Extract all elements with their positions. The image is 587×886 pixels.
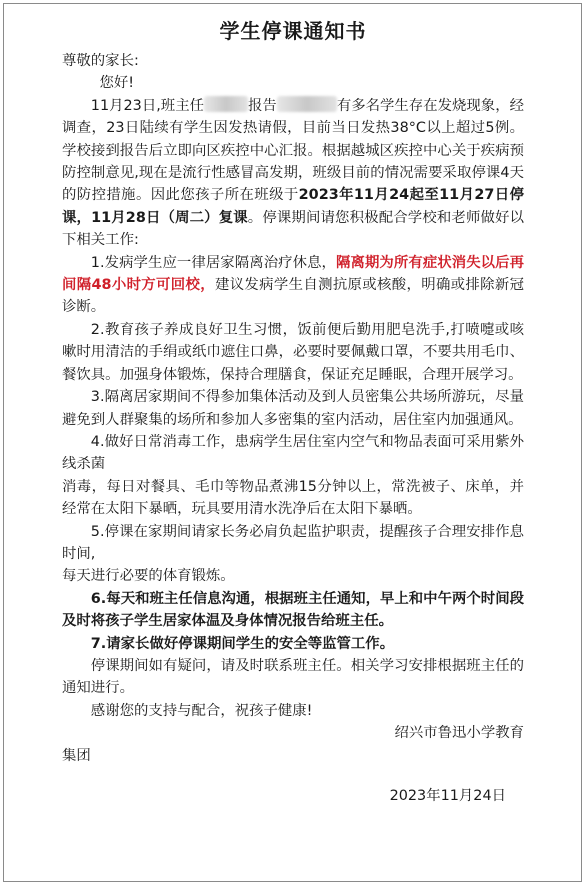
- page-title: 学生停课通知书: [219, 19, 367, 43]
- salutation: 尊敬的家长:: [62, 53, 139, 69]
- intro-text-d: 。停课期间请您积极配合学校和老师做好以下相关工作:: [62, 209, 524, 249]
- notice-date: 2023年11月24日: [389, 788, 506, 804]
- item-5-line-b: 每天进行必要的体育锻炼。: [62, 568, 235, 585]
- item-1: [62, 252, 524, 319]
- greeting: 您好!: [99, 75, 134, 92]
- item-4-line-a: 4.做好日常消毒工作，患病学生居住室内空气和物品表面可采用紫外线杀菌: [62, 433, 524, 473]
- redacted-name: [204, 96, 248, 112]
- item-6: 6.每天和班主任信息沟通，根据班主任通知，早上和中午两个时间段及时将孩子学生居家体温及身体情况报告给班主任。: [62, 590, 524, 630]
- redacted-class: [277, 96, 337, 112]
- organization-name-line-2: 集团: [62, 747, 91, 764]
- item-1-text-a: 1.发病学生应一律居家隔离治疗休息，: [90, 254, 337, 271]
- paragraph-intro: [62, 95, 524, 252]
- intro-text-a: 11月23日,班主任: [90, 97, 204, 114]
- suspension-dates: 2023年11月24起至11月27日停课，11月28日（周二）复课: [62, 187, 524, 226]
- organization-name-line-1: 绍兴市鲁迅小学教育: [394, 725, 524, 742]
- intro-text-c: 有多名学生存在发烧现象，经调查，23日陆续有学生因发热请假，目前当日发热38°C以上超过5例。学校接到报告后立即向区疾控中心汇报。根据越城区疾控中心关于疾病预防控制意见,现在是流行性感冒高发期，班级目前的情况需要采取停课4天的防控措施。因此您孩子所在班级于: [62, 97, 524, 204]
- item-3: 3.隔离居家期间不得参加集体活动及到人员密集公共场所游玩，尽量避免到人群聚集的场所和参加人多密集的室内活动，居住室内加强通风。: [62, 389, 524, 428]
- closing-thanks: 感谢您的支持与配合，祝孩子健康!: [90, 702, 313, 719]
- item-5-line-a: 5.停课在家期间请家长务必肩负起监护职责，提醒孩子合理安排作息时间,: [62, 523, 524, 562]
- item-2: 2.教育孩子养成良好卫生习惯，饭前便后勤用肥皂洗手,打喷嚏或咳嗽时用清洁的手绢或纸巾遮住口鼻，必要时要佩戴口罩，不要共用毛巾、餐饮具。加强身体锻炼，保持合理膳食，保证充足睡眠，合理开展学习。: [62, 321, 524, 383]
- item-7: 7.请家长做好停课期间学生的安全等监管工作。: [90, 635, 395, 652]
- isolation-requirement: 隔离期为所有症状消失以后再间隔48小时方可回校，: [62, 254, 524, 294]
- intro-text-b: 报告: [248, 97, 277, 114]
- notice-document: [62, 10, 524, 807]
- closing-contact: 停课期间如有疑问，请及时联系班主任。相关学习安排根据班主任的通知进行。: [62, 657, 524, 697]
- item-4-line-b: 消毒，每日对餐具、毛巾等物品煮沸15分钟以上，常洗被子、床单，并经常在太阳下暴晒，玩具要用清水洗净后在太阳下暴晒。: [62, 478, 524, 518]
- item-1-text-b: 建议发病学生自测抗原或核酸，明确或排除新冠诊断。: [62, 277, 524, 316]
